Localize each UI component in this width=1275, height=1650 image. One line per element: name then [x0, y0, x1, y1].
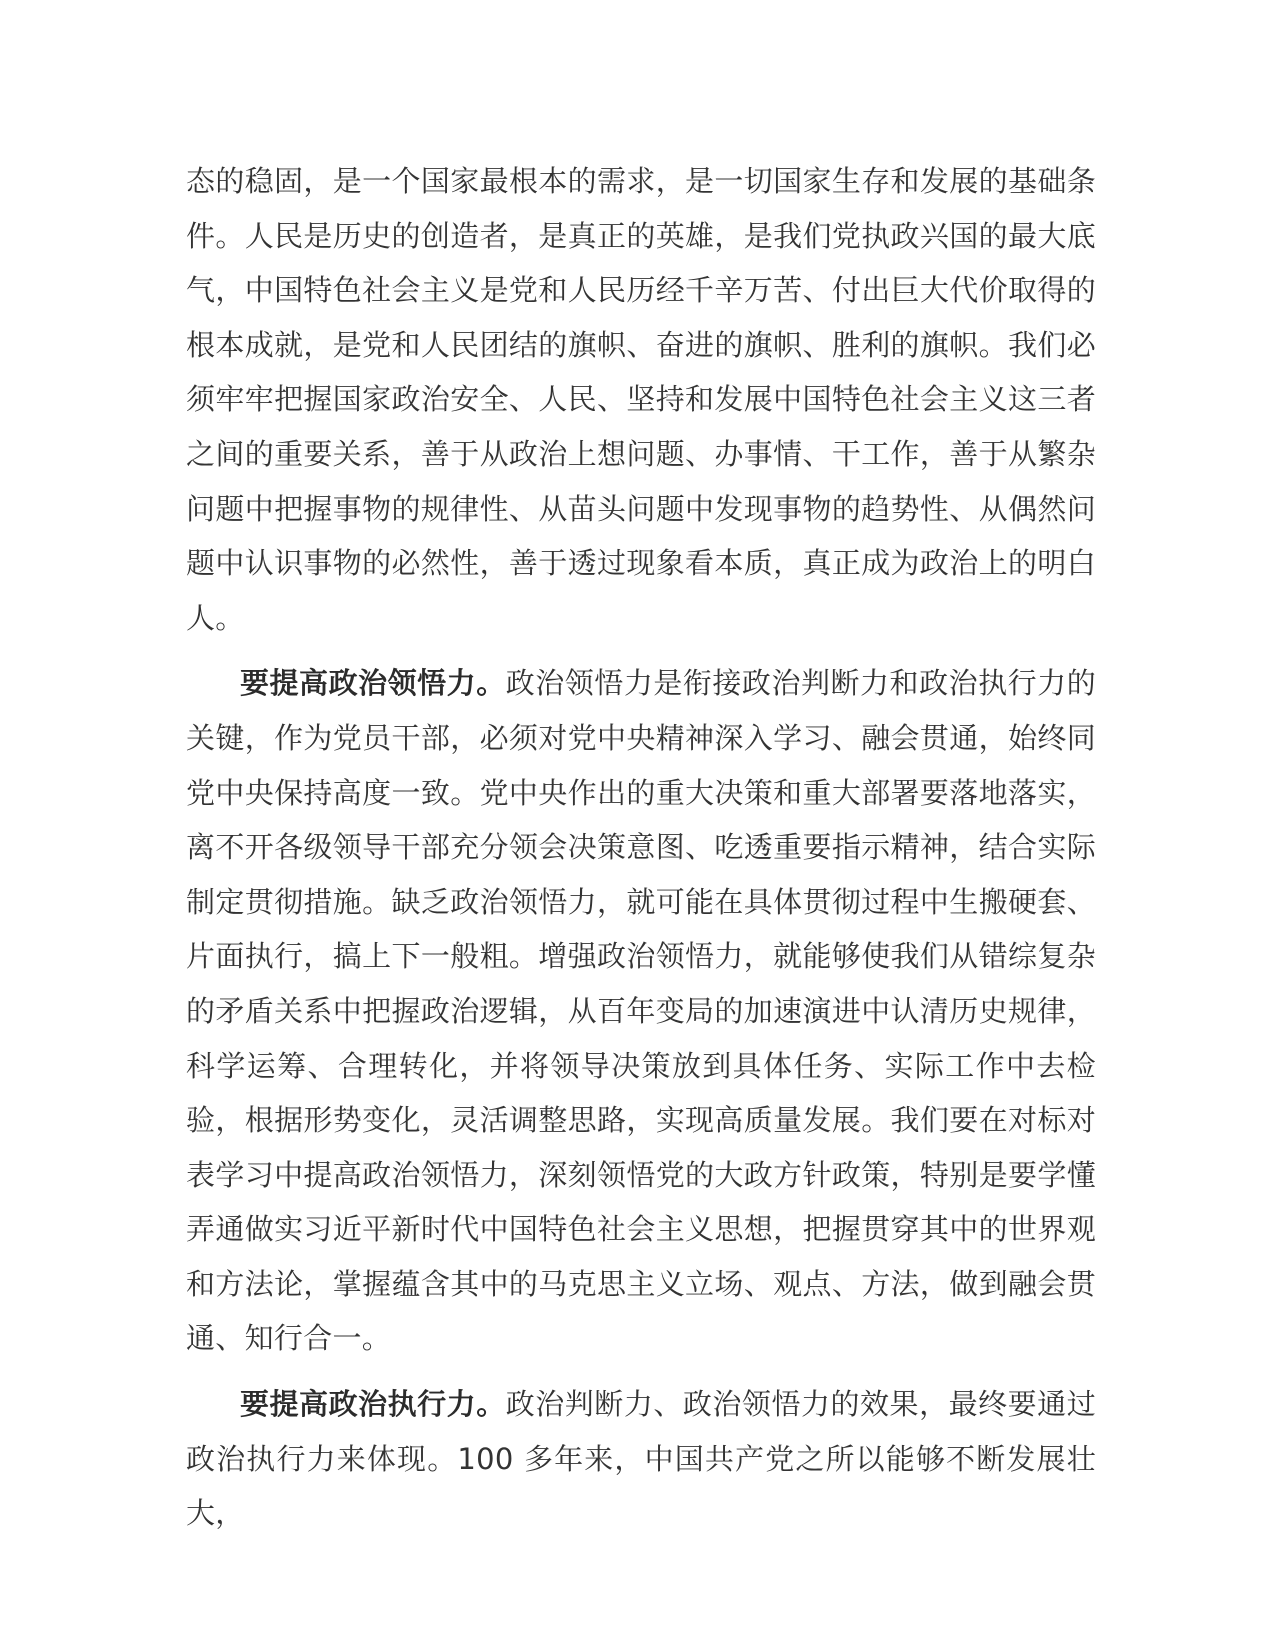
paragraph-lead-heading: 要提高政治领悟力。	[240, 666, 506, 701]
paragraph-text: 政治领悟力是衔接政治判断力和政治执行力的关键，作为党员干部，必须对党中央精神深入学习、融会贯通，始终同党中央保持高度一致。党中央作出的重大决策和重大部署要落地落实，离不开各级领导干部充分领会决策意图、吃透重要指示精神，结合实际制定贯彻措施。缺乏政治领悟力，就可能在具体贯彻过程中生搬硬套、片面执行，搞上下一般粗。增强政治领悟力，就能够使我们从错综复杂的矛盾关系中把握政治逻辑，从百年变局的加速演进中认清历史规律，科学运筹、合理转化，并将领导决策放到具体任务、实际工作中去检验，根据形势变化，灵活调整思路，实现高质量发展。我们要在对标对表学习中提高政治领悟力，深刻领悟党的大政方针政策，特别是要学懂弄通做实习近平新时代中国特色社会主义思想，把握贯穿其中的世界观和方法论，掌握蕴含其中的马克思主义立场、观点、方法，做到融会贯通、知行合一。	[186, 666, 1096, 1356]
paragraph-text: 态的稳固，是一个国家最根本的需求，是一切国家生存和发展的基础条件。人民是历史的创造者，是真正的英雄，是我们党执政兴国的最大底气，中国特色社会主义是党和人民历经千辛万苦、付出巨大代价取得的根本成就，是党和人民团结的旗帜、奋进的旗帜、胜利的旗帜。我们必须牢牢把握国家政治安全、人民、坚持和发展中国特色社会主义这三者之间的重要关系，善于从政治上想问题、办事情、干工作，善于从繁杂问题中把握事物的规律性、从苗头问题中发现事物的趋势性、从偶然问题中认识事物的必然性，善于透过现象看本质，真正成为政治上的明白人。	[186, 164, 1096, 635]
paragraph-political-comprehension	[186, 656, 1096, 1366]
paragraph-lead-heading: 要提高政治执行力。	[240, 1387, 506, 1422]
paragraph-continuation	[186, 154, 1096, 645]
paragraph-political-execution	[186, 1377, 1096, 1541]
document-body	[186, 154, 1096, 1541]
paragraph-text: 政治判断力、政治领悟力的效果，最终要通过政治执行力来体现。100 多年来，中国共产党之所以能够不断发展壮大，	[186, 1387, 1096, 1531]
